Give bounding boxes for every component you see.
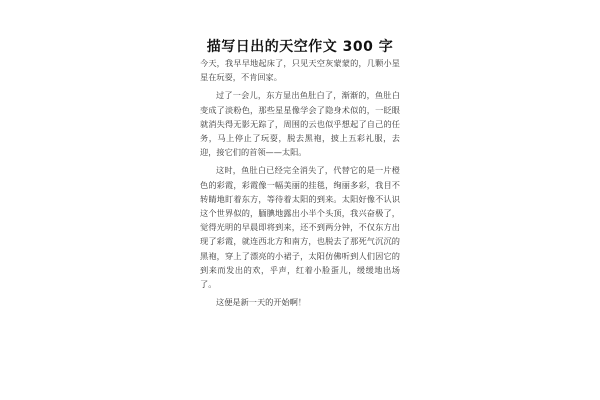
essay-body (200, 56, 400, 309)
paragraph-3: 这时，鱼肚白已经完全消失了，代替它的是一片橙色的彩霞，彩霞像一幅美丽的挂毯，绚丽多彩，我目不转睛地盯着东方，等待着太阳的到来。太阳好像不认识这个世界似的，腼腆地露出小半个头顶，我兴奋极了，觉得光明的早晨即将到来，还不到两分钟，不仅东方出现了彩霞，就连西北方和南方，也脱去了那死气沉沉的黑袍，穿上了漂亮的小裙子，太阳仿佛听到人们因它的到来而发出的欢，乎声，红着小脸蛋儿，缓缓地出场了。 (200, 165, 400, 290)
page-title: 描写日出的天空作文 300 字 (206, 39, 394, 55)
paragraph-2: 过了一会儿，东方显出鱼肚白了，渐渐的，鱼肚白变成了淡粉色，那些星星像学会了隐身术似的，一眨眼就消失得无影无踪了，周围的云也似乎想起了自己的任务，马上停止了玩耍，脱去黑袍，披上五彩礼服，去迎，接它们的首领——太阳。 (200, 90, 400, 158)
paragraph-4: 这便是新一天的开始啊！ (216, 297, 307, 308)
paragraph-1: 今天，我早早地起床了，只见天空灰蒙蒙的，几颗小星星在玩耍，不肯回家。 (200, 58, 400, 83)
